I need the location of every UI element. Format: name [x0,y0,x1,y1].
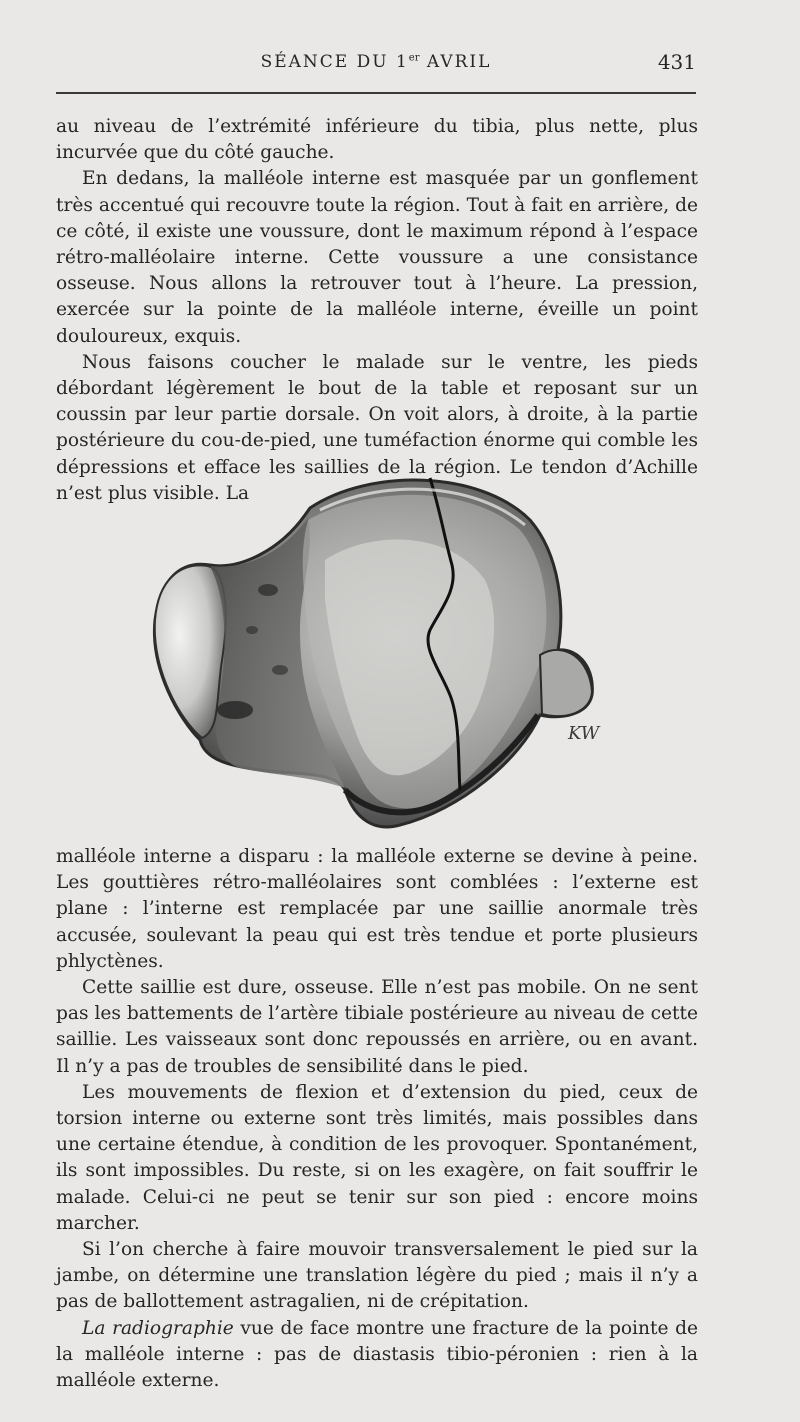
paragraph: Cette saillie est dure, osseuse. Elle n’est pas mobile. On ne sent pas les battements de l’artère tibiale postérieure au niveau de cette saillie. Les vaisseaux sont donc repoussés en arrière, ou en avant. Il n’y a pas de troubles de sensibilité dans le pied. [56,977,698,1077]
paragraph: au niveau de l’extrémité inférieure du tibia, plus nette, plus incurvée que du côté gauche. [56,116,698,164]
running-header [56,50,696,78]
paragraph-rest: vue de face montre une fracture de la pointe de la malléole interne : pas de diastasis tibio-péronien : rien à la malléole externe. [56,1317,698,1392]
italic-lead: La radiographie [82,1317,234,1339]
page-number: 431 [657,50,696,74]
header-title: SÉANCE DU 1er AVRIL [260,52,492,72]
talus-bone-drawing [140,470,610,835]
paragraph-radiographie [56,1316,698,1395]
paragraph: Nous faisons coucher le malade sur le ventre, les pieds débordant légèrement le bout de la table et reposant sur un coussin par leur partie dorsale. On voit alors, à droite, à la partie postérieure du cou-de-pied, une tuméfaction énorme qui comble les dépressions et efface les saillies de la région. Le tendon d’Achille n’est plus visible. La [56,351,698,504]
paragraph: En dedans, la malléole interne est masquée par un gonflement très accentué qui recouvre toute la région. Tout à fait en arrière, de ce côté, il existe une voussure, dont le maximum répond à l’espace rétro-malléolaire interne. Cette voussure a une consistance osseuse. Nous allons la retrouver tout à l’heure. La pression, exercée sur la pointe de la malléole interne, éveille un point douloureux, exquis. [56,168,698,347]
text-after-figure [56,844,698,1394]
bone-illustration [140,470,610,835]
text-before-figure [56,114,698,507]
paragraph: Les mouvements de flexion et d’extension du pied, ceux de torsion interne ou externe sont très limités, mais possibles dans une certaine étendue, à condition de les provoquer. Spontanément, ils sont impossibles. Du reste, si on les exagère, on fait souffrir le malade. Celui-ci ne peut se tenir sur son pied : encore moins marcher. [56,1081,698,1234]
paragraph: malléole interne a disparu : la malléole externe se devine à peine. Les gouttières rétro-malléolaires sont comblées : l’externe est plane : l’interne est remplacée par une saillie anormale très accusée, soulevant la peau qui est très tendue et porte plusieurs phlyctènes. [56,846,698,972]
header-rule [56,92,696,94]
artist-signature: KW [568,723,600,744]
paragraph: Si l’on cherche à faire mouvoir transversalement le pied sur la jambe, on détermine une translation légère du pied ; mais il n’y a pas de ballottement astragalien, ni de crépitation. [56,1239,698,1313]
